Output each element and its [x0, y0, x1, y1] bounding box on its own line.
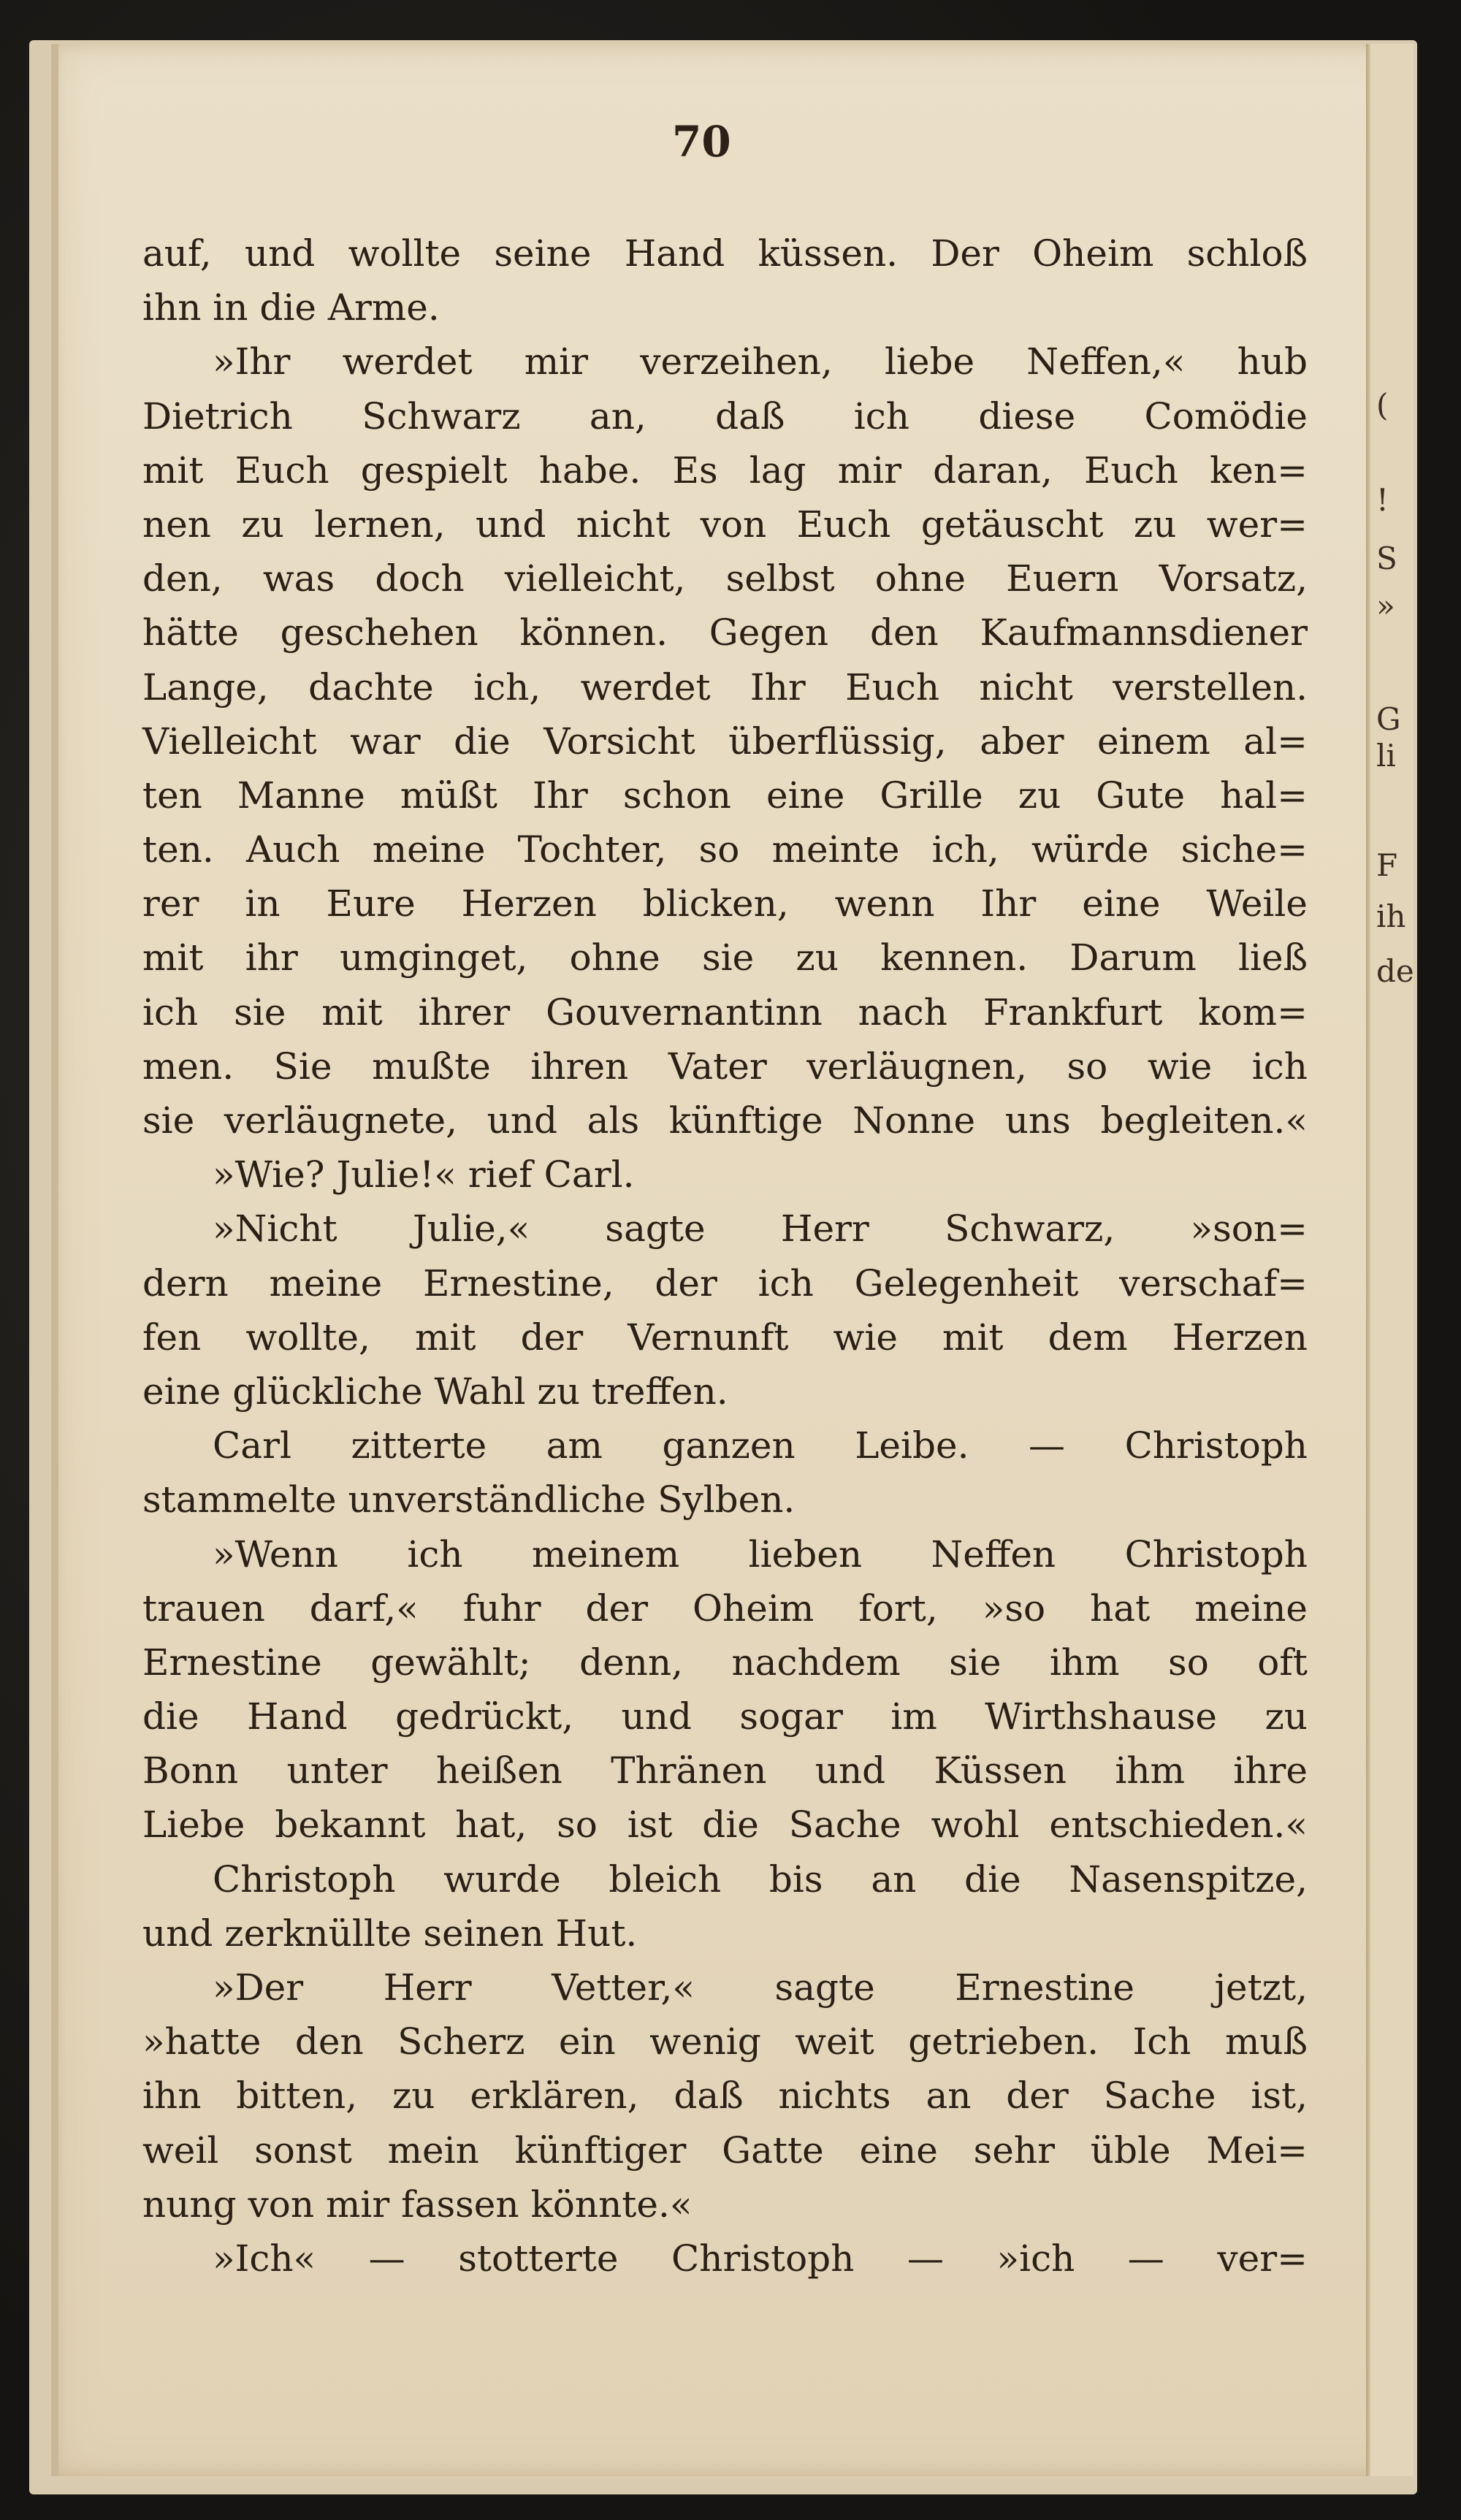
adjacent-page-fragment: de — [1376, 953, 1414, 989]
text-line: Lange, dachte ich, werdet Ihr Euch nicht verstellen. — [142, 665, 1308, 709]
text-line: ten. Auch meine Tochter, so meinte ich, würde siche= — [142, 828, 1308, 871]
text-line: ten Manne müßt Ihr schon eine Grille zu Gute hal= — [142, 774, 1308, 817]
text-line: »Ich« — stotterte Christoph — »ich — ver= — [213, 2237, 1308, 2280]
text-line: ihn in die Arme. — [142, 286, 440, 329]
text-line: »Ihr werdet mir verzeihen, liebe Neffen,« hub — [213, 340, 1308, 383]
text-line: hätte geschehen können. Gegen den Kaufmannsdiener — [142, 611, 1308, 654]
adjacent-page-fragment: ! — [1376, 482, 1389, 518]
text-line: trauen darf,« fuhr der Oheim fort, »so hat meine — [142, 1587, 1308, 1630]
text-line: mit ihr umginget, ohne sie zu kennen. Darum ließ — [142, 936, 1308, 980]
text-line: Vielleicht war die Vorsicht überflüssig, aber einem al= — [142, 719, 1308, 763]
text-line: »Der Herr Vetter,« sagte Ernestine jetzt, — [213, 1966, 1308, 2009]
text-line: stammelte unverständliche Sylben. — [142, 1478, 796, 1521]
text-line: und zerknüllte seinen Hut. — [142, 1912, 638, 1955]
adjacent-page-fragment: G — [1376, 701, 1401, 737]
adjacent-page-fragment: F — [1376, 847, 1398, 883]
text-line: dern meine Ernestine, der ich Gelegenheit verschaf= — [142, 1261, 1308, 1305]
text-line: fen wollte, mit der Vernunft wie mit dem Herzen — [142, 1316, 1308, 1359]
text-line: nung von mir fassen könnte.« — [142, 2183, 693, 2226]
text-line: rer in Eure Herzen blicken, wenn Ihr eine Weile — [142, 882, 1308, 925]
adjacent-page-fragment: ih — [1376, 898, 1406, 934]
text-line: ihn bitten, zu erklären, daß nichts an der Sache ist, — [142, 2074, 1308, 2118]
text-line: men. Sie mußte ihren Vater verläugnen, so wie ich — [142, 1045, 1308, 1088]
page-number: 70 — [672, 117, 731, 167]
body-text — [142, 226, 1308, 2286]
text-line: Christoph wurde bleich bis an die Nasenspitze, — [213, 1857, 1308, 1901]
text-line: ich sie mit ihrer Gouvernantinn nach Frankfurt kom= — [142, 990, 1308, 1034]
text-line: »hatte den Scherz ein wenig weit getrieben. Ich muß — [142, 2020, 1308, 2063]
text-line: Dietrich Schwarz an, daß ich diese Comödie — [142, 394, 1308, 438]
text-line: Liebe bekannt hat, so ist die Sache wohl entschieden.« — [142, 1803, 1308, 1847]
text-line: sie verläugnete, und als künftige Nonne uns begleiten.« — [142, 1099, 1308, 1142]
adjacent-page-fragment: ( — [1376, 387, 1389, 423]
text-line: die Hand gedrückt, und sogar im Wirthshause zu — [142, 1695, 1308, 1738]
adjacent-page-fragment: li — [1376, 738, 1396, 774]
text-line: den, was doch vielleicht, selbst ohne Euern Vorsatz, — [142, 557, 1308, 600]
text-line: auf, und wollte seine Hand küssen. Der Oheim schloß — [142, 232, 1308, 275]
adjacent-page-edge — [1370, 44, 1414, 2476]
text-line: »Wie? Julie!« rief Carl. — [213, 1153, 635, 1196]
text-line: Bonn unter heißen Thränen und Küssen ihm ihre — [142, 1749, 1308, 1792]
text-line: »Nicht Julie,« sagte Herr Schwarz, »son= — [213, 1207, 1308, 1251]
text-line: »Wenn ich meinem lieben Neffen Christoph — [213, 1532, 1308, 1576]
adjacent-page-fragment: » — [1376, 588, 1395, 624]
text-line: nen zu lernen, und nicht von Euch getäuscht zu wer= — [142, 503, 1308, 546]
adjacent-page-fragment: S — [1376, 541, 1397, 576]
text-line: weil sonst mein künftiger Gatte eine sehr üble Mei= — [142, 2128, 1308, 2172]
text-line: eine glückliche Wahl zu treffen. — [142, 1370, 728, 1413]
text-line: mit Euch gespielt habe. Es lag mir daran, Euch ken= — [142, 448, 1308, 492]
text-line: Carl zitterte am ganzen Leibe. — Christoph — [213, 1424, 1308, 1467]
text-line: Ernestine gewählt; denn, nachdem sie ihm so oft — [142, 1641, 1308, 1684]
